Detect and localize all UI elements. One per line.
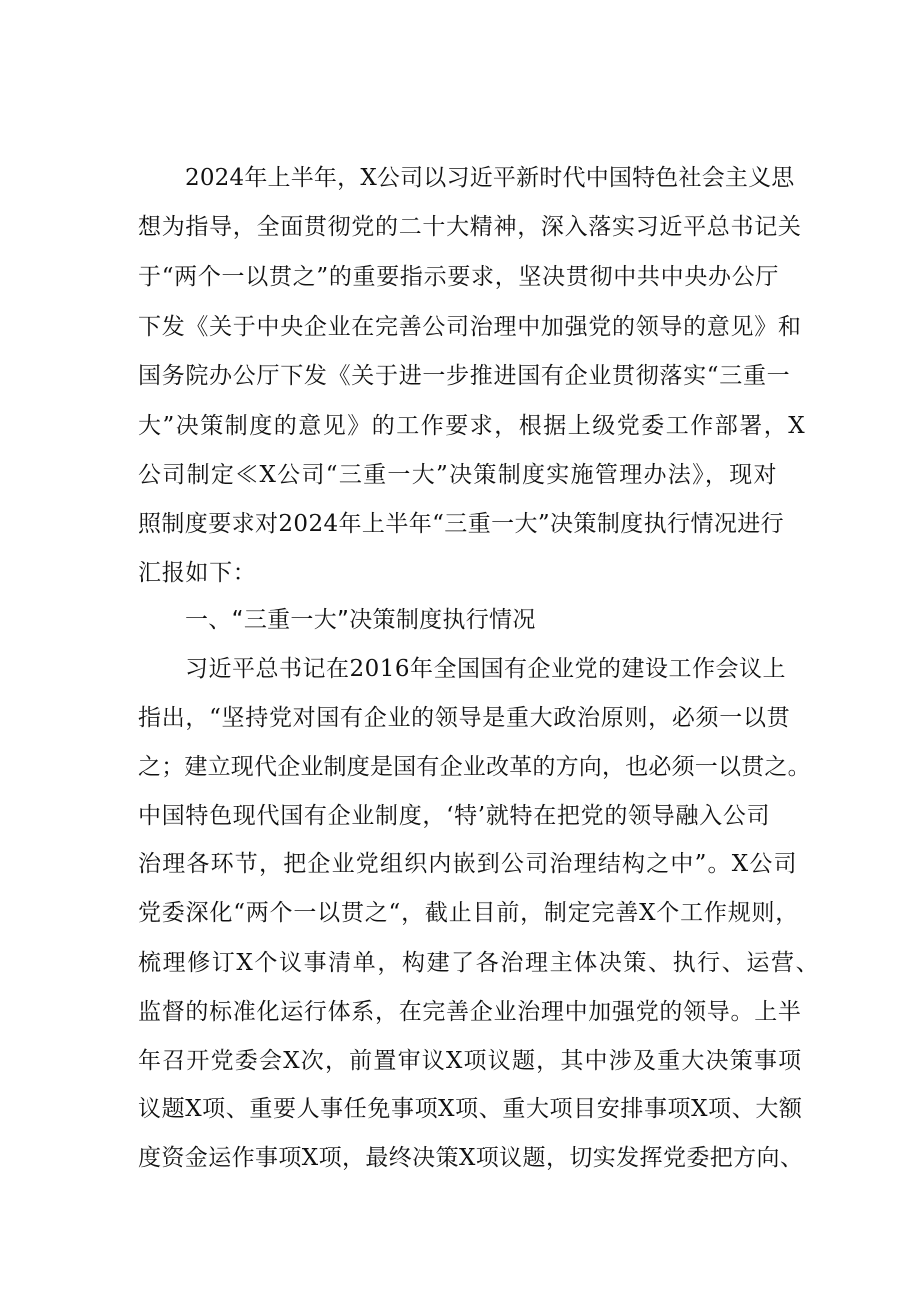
paragraph-1-line-4: 下发《关于中央企业在完善公司治理中加强党的领导的意见》和: [138, 314, 802, 340]
section-paragraph-line-6: 党委深化“两个一以贯之“，截止目前，制定完善X个工作规则，: [138, 900, 800, 926]
section-paragraph-line-8: 监督的标准化运行体系，在完善企业治理中加强党的领导。上半: [138, 999, 802, 1025]
paragraph-1-line-9: 汇报如下：: [138, 560, 257, 586]
section-paragraph-line-10: 议题X项、重要人事任免事项X项、重大项目安排事项X项、大额: [138, 1096, 803, 1122]
section-paragraph-line-2: 指出，“坚持党对国有企业的领导是重大政治原则，必须一以贯: [138, 705, 791, 731]
section-paragraph-line-9: 年召开党委会X次，前置审议X项议题，其中涉及重大决策事项: [138, 1048, 803, 1074]
paragraph-1-line-2: 想为指导，全面贯彻党的二十大精神，深入落实习近平总书记关: [138, 214, 802, 240]
paragraph-1-line-7: 公司制定≪X公司“三重一大”决策制度实施管理办法》，现对: [138, 462, 778, 488]
section-paragraph-line-4: 中国特色现代国有企业制度，‘特’就特在把党的领导融入公司: [138, 803, 771, 829]
paragraph-1-line-3: 于“两个一以贯之”的重要指示要求，坚决贯彻中共中央办公厅: [138, 264, 780, 290]
section-paragraph-line-7: 梳理修订X个议事清单，构建了各治理主体决策、执行、运营、: [138, 950, 821, 976]
section-paragraph-line-1: 习近平总书记在2016年全国国有企业党的建设工作会议上: [185, 656, 787, 682]
paragraph-1-line-8: 照制度要求对2024年上半年“三重一大”决策制度执行情况进行: [138, 511, 785, 537]
section-paragraph-line-3: 之；建立现代企业制度是国有企业改革的方向，也必须一以贯之。: [138, 754, 811, 780]
section-heading: 一、“三重一大”决策制度执行情况: [185, 607, 536, 633]
section-paragraph-line-11: 度资金运作事项X项，最终决策X项议题，切实发挥党委把方向、: [138, 1145, 804, 1171]
paragraph-1-line-6: 大”决策制度的意见》的工作要求，根据上级党委工作部署，X: [138, 413, 807, 439]
paragraph-1-line-5: 国务院办公厅下发《关于进一步推进国有企业贯彻落实“三重一: [138, 363, 791, 389]
paragraph-1-line-1: 2024年上半年，X公司以习近平新时代中国特色社会主义思: [185, 165, 795, 191]
section-paragraph-line-5: 治理各环节，把企业党组织内嵌到公司治理结构之中”。X公司: [138, 851, 798, 877]
